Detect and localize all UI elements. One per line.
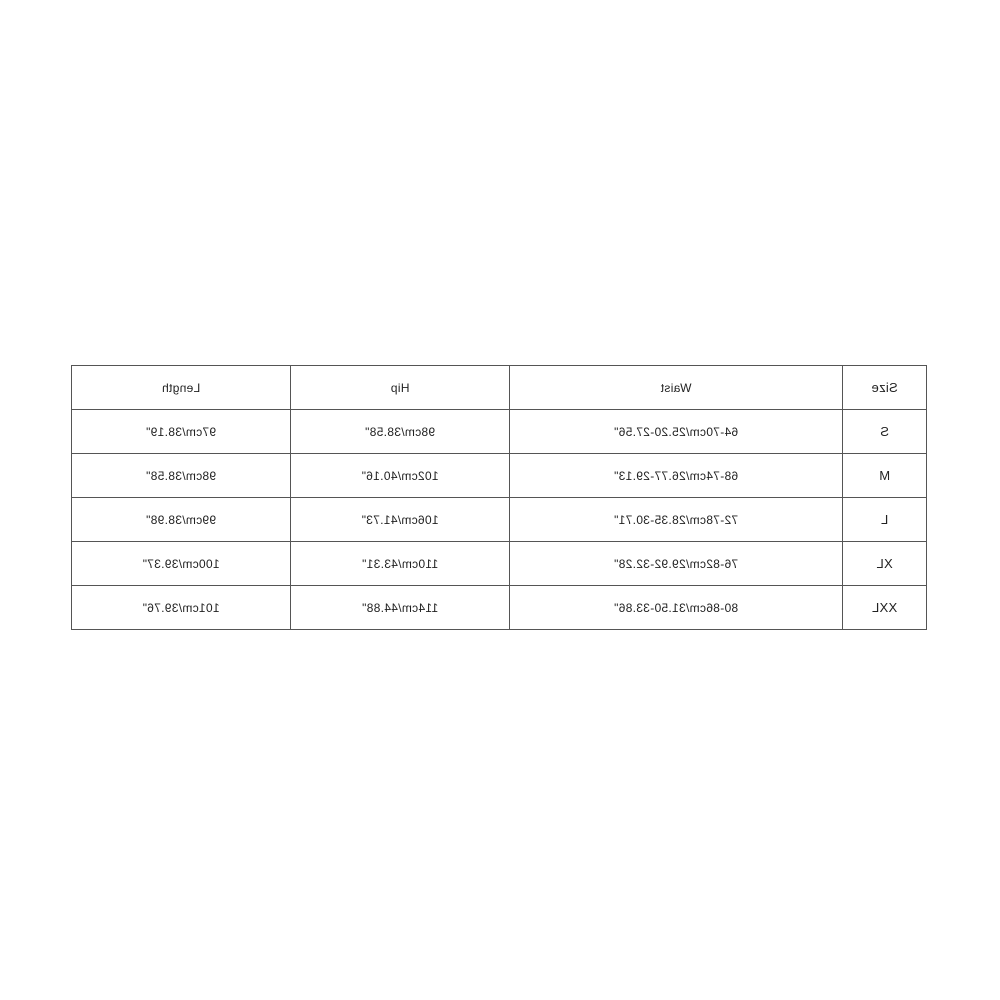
table-header-row [72,366,927,410]
cell-hip: 110cm/43.31" [291,542,510,586]
table-row [72,586,927,630]
cell-waist: 76-82cm/29.92-32.28" [510,542,843,586]
cell-length: 97cm/38.19" [72,410,291,454]
header-waist: Waist [510,366,843,410]
cell-length: 98cm/38.58" [72,454,291,498]
table-row [72,454,927,498]
header-hip: Hip [291,366,510,410]
cell-waist: 80-86cm/31.50-33.86" [510,586,843,630]
size-chart-table-wrapper [72,365,927,630]
cell-hip: 114cm/44.88" [291,586,510,630]
cell-hip: 106cm/41.73" [291,498,510,542]
cell-size: L [843,498,927,542]
cell-waist: 72-78cm/28.35-30.71" [510,498,843,542]
header-length: Length [72,366,291,410]
cell-waist: 64-70cm/25.20-27.56" [510,410,843,454]
cell-size: M [843,454,927,498]
cell-length: 99cm/38.98" [72,498,291,542]
cell-hip: 98cm/38.58" [291,410,510,454]
cell-size: S [843,410,927,454]
header-size: Size [843,366,927,410]
table-row [72,498,927,542]
cell-waist: 68-74cm/26.77-29.13" [510,454,843,498]
cell-length: 100cm/39.37" [72,542,291,586]
size-chart-table [71,365,927,630]
table-row [72,410,927,454]
cell-size: XL [843,542,927,586]
cell-size: XXL [843,586,927,630]
cell-hip: 102cm/40.16" [291,454,510,498]
table-row [72,542,927,586]
cell-length: 101cm/39.76" [72,586,291,630]
